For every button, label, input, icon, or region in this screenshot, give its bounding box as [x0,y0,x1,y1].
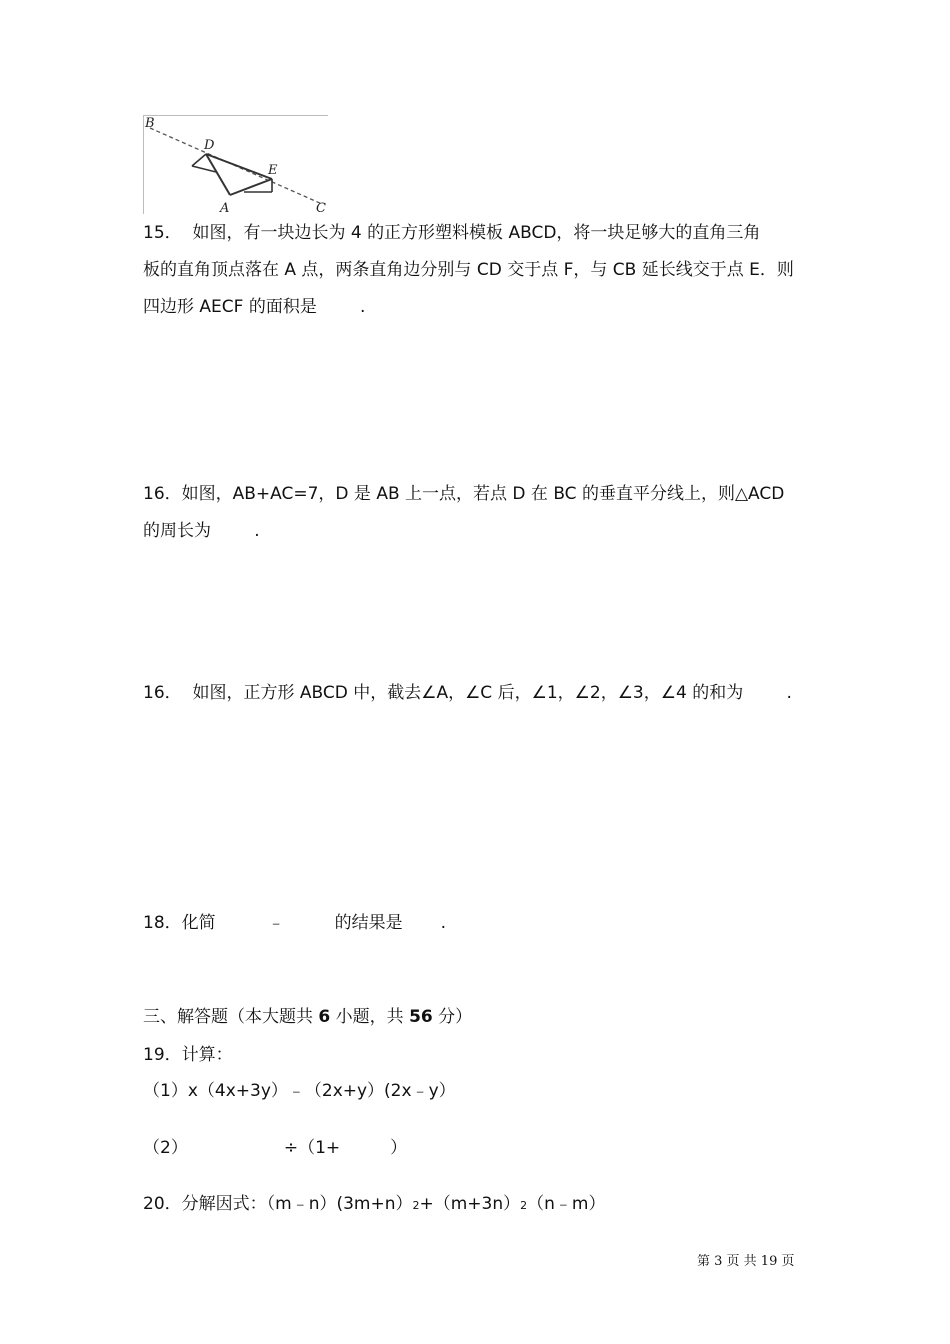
line-d-foot [192,154,206,166]
triangle-diagram [144,116,328,214]
q19-part-2: （2） ÷（1+ ） [143,1138,408,1158]
q19-title: 19．计算： [143,1045,233,1065]
q20-line: 20．分解因式：（m﹣n）(3m+n）2+（m+3n）2（n﹣m） [143,1194,606,1214]
q16a-line-1: 16．如图，AB+AC=7，D 是 AB 上一点，若点 D 在 BC 的垂直平分线上，则△ACD [143,484,785,504]
section-3-heading: 三、解答题（本大题共 6 小题，共 56 分） [143,1007,473,1027]
q18-prefix: 18．化简 [143,913,216,933]
exponent-2: 2 [520,1199,528,1212]
question-count: 6 [318,1007,331,1027]
q15-line-2: 板的直角顶点落在 A 点，两条直角边分别与 CD 交于点 F，与 CB 延长线交于点 E．则 [143,260,794,280]
line-de [206,154,272,179]
label-e: E [268,163,278,178]
q18-end: . [440,913,447,933]
q18-minus: ﹣ [267,913,285,933]
q16a-line-2: 的周长为 . [143,521,260,541]
label-c: C [316,201,326,214]
exponent-1: 2 [412,1199,420,1212]
label-a: A [220,201,230,214]
q15-line-3: 四边形 AECF 的面积是 . [143,297,366,317]
line-da [206,154,230,195]
label-d: D [204,138,215,153]
label-b: B [145,116,155,131]
page-footer: 第 3 页 共 19 页 [697,1254,795,1269]
q19-part-1: （1）x（4x+3y）﹣（2x+y）(2x﹣y） [143,1081,456,1101]
q16b-line-1: 16． 如图，正方形 ABCD 中，截去∠A，∠C 后，∠1，∠2，∠3，∠4 的和为 . [143,683,792,703]
total-points: 56 [409,1007,433,1027]
q18-suffix: 的结果是 [334,913,403,933]
geometry-figure [143,115,328,214]
q15-line-1: 15． 如图，有一块边长为 4 的正方形塑料模板 ABCD，将一块足够大的直角三角 [143,223,761,243]
q18-line [143,911,446,935]
